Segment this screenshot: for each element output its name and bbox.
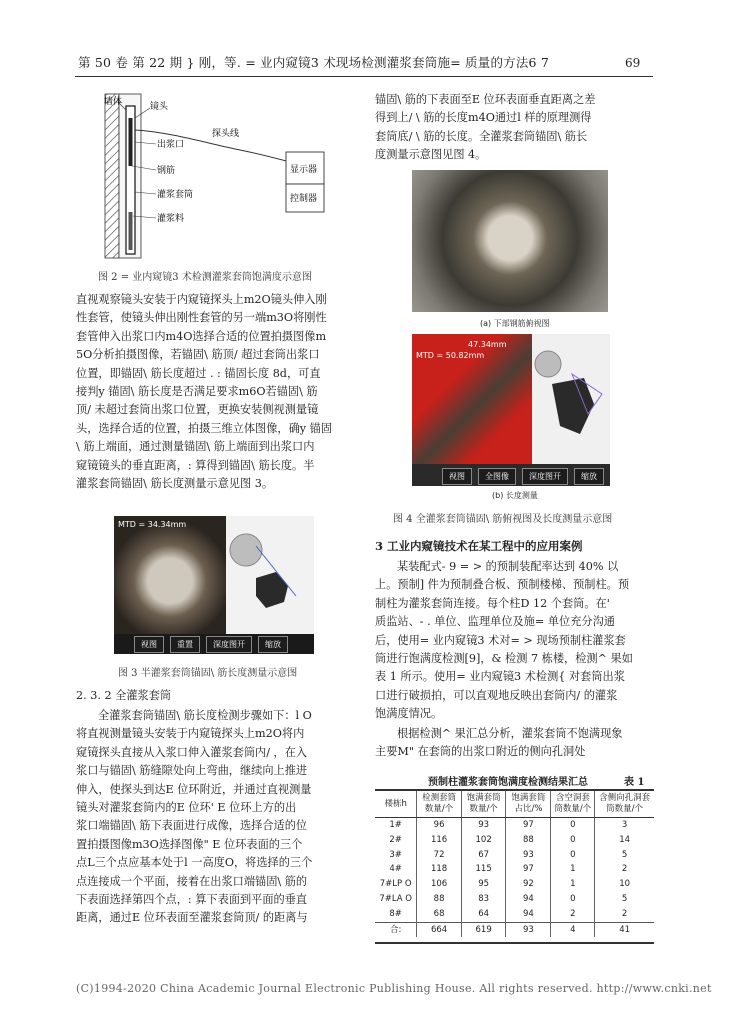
figure4-caption: 图 4 全灌浆套筒锚固\ 筋俯视图及长度测量示意图 (393, 514, 613, 525)
label-display: 显示器 (290, 165, 318, 175)
figure2-caption: 图 2 = 业内窥镜3 术检测灌浆套筒饱满度示意图 (98, 272, 312, 283)
section-2-3-2-heading: 2. 3. 2 全灌浆套筒 (76, 689, 172, 702)
fig4b-btn-zoom[interactable]: 缩放 (574, 468, 604, 485)
fig3-readout: MTD = 34.34mm (118, 520, 187, 529)
table-header: 含侧向孔洞套筒数量/个 (595, 791, 654, 818)
copyright-footer: (C)1994-2020 China Academic Journal Electronic Publishing House. All rights reserved. http://www.cnki.net (76, 982, 712, 995)
figure4b-image (412, 334, 610, 486)
fig3-button-bar (134, 636, 288, 653)
table-row: 4# 118 115 97 1 2 (375, 862, 654, 877)
left-paragraph-1: 直视观察镜头安装于内窥镜探头上m2O镜头伸入刚 性套管，使镜头伸出刚性套管的另一端m3O将刚性 套管伸入出浆口内m4O选择合适的位置拍摄图像m 5O分析拍摄图像，若锚固\ 筋顶/ 超过套筒出浆口 位置，即锚固\ 筋长度超过 . : 锚固长度 8d，可直 接判y 锚固\ 筋长度是否满足要求m6O若锚固\ 筋 顶/ 未超过套筒出浆口位置，更换安装侧视测量镜 头，选择合适的位置，拍摄三维立体图像，确y 锚固 \ 筋上端面，通过测量锚固\ 筋上端面到出浆口内 窥镜镜头的垂直距离，: 算得到锚固\ 筋长度。半 灌浆套筒锚固\ 筋长度测量示意见图 3。 (76, 293, 333, 491)
table-row: 3# 72 67 93 0 5 (375, 848, 654, 863)
fig4b-sublabel: (b) 长度测量 (492, 491, 538, 500)
table-header: 饱满套筒占比/% (506, 791, 551, 818)
page-number: 69 (625, 56, 641, 70)
table-header: 饱满套筒数量/个 (461, 791, 506, 818)
table-header: 含空洞套筒数量/个 (551, 791, 595, 818)
fig3-btn-zoom[interactable]: 缩放 (258, 636, 288, 653)
3d-view-right (226, 516, 314, 634)
table-bottom-rule (375, 942, 654, 944)
section-3-paragraph-2: 根据检测^ 果汇总分析，灌浆套筒不饱满现象 主要M" 在套筒的出浆口附近的侧向孔洞处 (375, 727, 623, 759)
fig4a-sublabel: (a) 下部钢筋俯视图 (480, 319, 550, 328)
right-paragraph-1: 锚固\ 筋的下表面至E 位环表面垂直距离之差 得到上/ \ 筋的长度m4O通过l 样的原理测得 套筒底/ \ 筋的长度。全灌浆套筒锚固\ 筋长 度测量示意图见图 4。 (375, 93, 596, 162)
table1-title: 预制柱灌浆套筒饱满度检测结果汇总 (428, 777, 588, 788)
table-row: 8# 68 64 94 2 2 (375, 907, 654, 922)
table-row: 7#LA O 88 83 94 0 5 (375, 892, 654, 907)
fig3-btn-reset[interactable]: 重置 (170, 636, 200, 653)
table-row: 合: 664 619 93 4 41 (375, 922, 654, 937)
label-outlet: 出浆口 (157, 140, 185, 150)
fig3-btn-depth[interactable]: 深度图开 (206, 636, 252, 653)
table-row: 2# 116 102 88 0 14 (375, 833, 654, 848)
label-controller: 控制器 (290, 194, 318, 204)
label-probe-line: 探头线 (212, 129, 240, 139)
fig4b-depth: 47.34mm (468, 340, 507, 349)
fig3-btn-view[interactable]: 视图 (134, 636, 164, 653)
header-rule (75, 76, 653, 77)
table1-number: 表 1 (624, 777, 645, 788)
rebar-shape (129, 118, 133, 166)
table-header: 楼栋h (375, 791, 417, 818)
table-row: 1# 96 93 97 0 3 (375, 818, 654, 833)
endoscope-view-left (114, 516, 226, 634)
section-3-heading: 3 工业内窥镜技术在某工程中的应用案例 (375, 539, 583, 553)
fig4b-btn-depth[interactable]: 深度图开 (522, 468, 568, 485)
table-row: 7#LP O 106 95 92 1 10 (375, 877, 654, 892)
section-3-paragraph-1: 某装配式- 9 = > 的预制装配率达到 40% 以 上。预制] 件为预制叠合板、预制楼梯、预制柱。预 制柱为灌浆套筒连接。每个柱D 12 个套筒。在' 质监站、- . 单位、监理单位及施= 单位充分沟通 后，使用= 业内窥镜3 术对= > 现场预制柱灌浆套 筒进行饱满度检测[9]，& 检测 7 栋楼，检测^ 果如 表 1 所示。使用= 业内窥镜3 术检测{ 对套筒出浆 口进行破损拍，可以直观地反映出套筒内/ 的灌浆 饱满度情况。 (375, 560, 633, 721)
fig4b-readout: MTD = 50.82mm (416, 351, 485, 360)
label-wall: 墙体 (104, 97, 123, 107)
running-header: 第 50 卷 第 22 期 } 刚，等. = 业内窥镜3 术现场检测灌浆套筒施= 质量的方法6 7 (78, 55, 550, 70)
figure4a-image (412, 170, 608, 312)
rebar-lower-shape (129, 212, 133, 250)
label-grout: 灌浆料 (157, 214, 185, 224)
fig4b-btn-full[interactable]: 全图像 (478, 468, 516, 485)
fig4b-btn-view[interactable]: 视图 (442, 468, 472, 485)
label-sleeve: 灌浆套筒 (157, 190, 194, 200)
section-2-3-2-text: 全灌浆套筒锚固\ 筋长度检测步骤如下：l O 将直视测量镜头安装于内窥镜探头上m2O将内 窥镜探头直接从入浆口伸入灌浆套筒内/ ，在入 浆口与锚固\ 筋缝隙处向上弯曲，继续向上推进 伸入，使探头到达E 位环附近，并通过直视测量 镜头对灌浆套筒内的E 位环' E 位环上方的出 浆口端锚固\ 筋下表面进行成像，选择合适的位 置拍摄图像m3O选择图像" E 位环表面的三个 点L三个点应基本处于l 一高度O，将选择的三个 点连接成一个平面，接着在出浆口端锚固\ 筋的 下表面选择第四个点，: 算下表面到平面的垂直 距离，通过E 位环表面至灌浆套筒顶/ 的距离与 (76, 709, 313, 925)
label-lens: 镜头 (150, 102, 169, 112)
figure2-schematic (100, 92, 350, 270)
wall-hatch-left (105, 94, 119, 258)
label-rebar: 钢筋 (157, 166, 176, 176)
fig4b-button-bar (442, 468, 604, 485)
fig4b-3d-view (532, 334, 610, 464)
table-header: 检测套筒数量/个 (417, 791, 462, 818)
table1 (375, 791, 654, 937)
figure3-caption: 图 3 半灌浆套筒锚固\ 筋长度测量示意图 (118, 668, 298, 679)
figure3-image (114, 516, 314, 654)
